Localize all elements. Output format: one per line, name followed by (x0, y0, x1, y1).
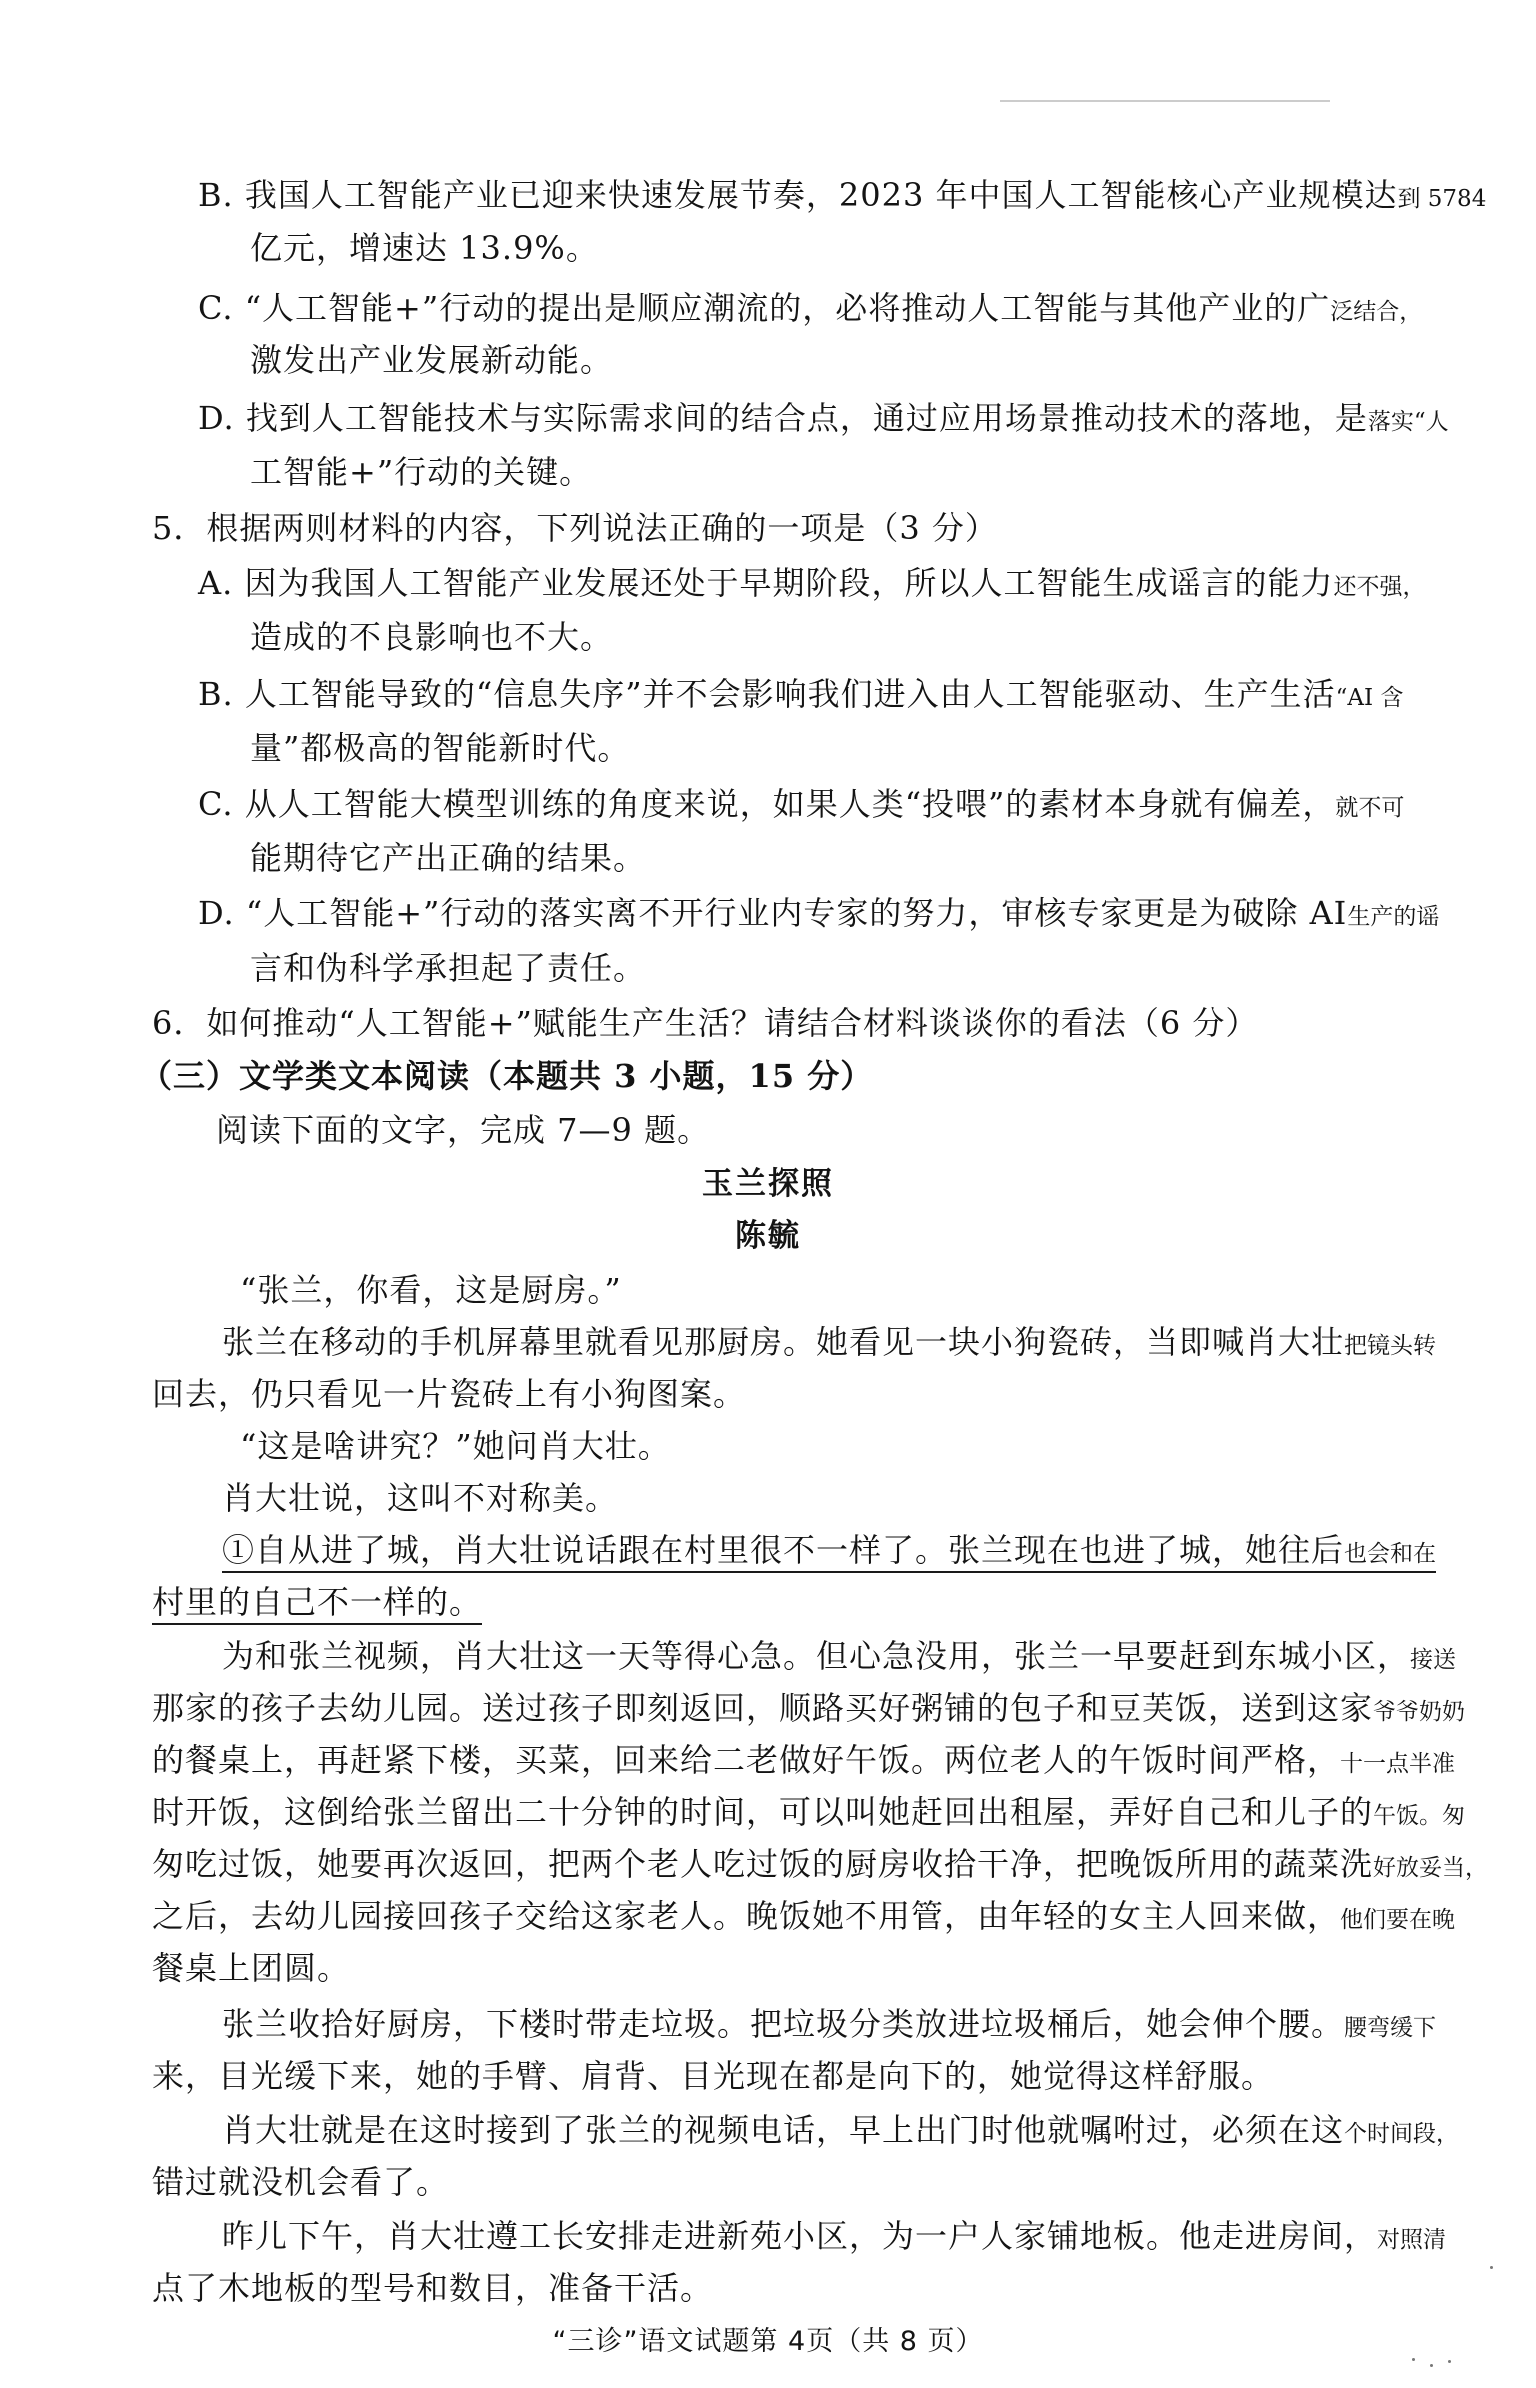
q5-option-b-line1: B. 人工智能导致的“信息失序”并不会影响我们进入由人工智能驱动、生产生活“AI 含 (198, 675, 1404, 713)
story-author: 陈毓 (735, 1218, 801, 1254)
story-paragraph: 肖大壮就是在这时接到了张兰的视频电话，早上出门时他就嘱咐过，必须在这个时间段， (222, 2111, 1460, 2149)
story-paragraph: 为和张兰视频，肖大壮这一天等得心急。但心急没用，张兰一早要赶到东城小区，接送 (222, 1637, 1457, 1675)
story-paragraph-cont: 之后，去幼儿园接回孩子交给这家老人。晚饭她不用管，由年轻的女主人回来做，他们要在晚 (152, 1897, 1456, 1935)
scan-speck (1430, 2364, 1433, 2367)
story-paragraph-cont: 那家的孩子去幼儿园。送过孩子即刻返回，顺路买好粥铺的包子和豆芙饭，送到这家爷爷奶奶 (152, 1689, 1466, 1727)
q5-stem: 5．根据两则材料的内容，下列说法正确的一项是（3 分） (152, 509, 998, 547)
q4-option-b-line1: B. 我国人工智能产业已迎来快速发展节奏，2023 年中国人工智能核心产业规模达到 5784 (198, 176, 1487, 214)
story-paragraph: “张兰，你看，这是厨房。” (240, 1271, 622, 1309)
story-paragraph: 张兰在移动的手机屏幕里就看见那厨房。她看见一块小狗瓷砖，当即喊肖大壮把镜头转 (222, 1323, 1437, 1361)
q5-option-d-line1: D. “人工智能+”行动的落实离不开行业内专家的努力，审核专家更是为破除 AI生产的谣 (198, 894, 1440, 932)
story-paragraph-cont: 时开饭，这倒给张兰留出二十分钟的时间，可以叫她赶回出租屋，弄好自己和儿子的午饭。匆 (152, 1793, 1466, 1831)
story-paragraph: 张兰收拾好厨房，下楼时带走垃圾。把垃圾分类放进垃圾桶后，她会伸个腰。腰弯缓下 (222, 2005, 1437, 2043)
section3-instruction: 阅读下面的文字，完成 7—9 题。 (216, 1111, 711, 1149)
story-paragraph-cont: 来，目光缓下来，她的手臂、肩背、目光现在都是向下的，她觉得这样舒服。 (152, 2057, 1275, 2095)
q4-option-d-line1: D. 找到人工智能技术与实际需求间的结合点，通过应用场景推动技术的落地，是落实“人 (198, 399, 1449, 437)
q5-option-a-line1: A. 因为我国人工智能产业发展还处于早期阶段，所以人工智能生成谣言的能力还不强， (198, 564, 1426, 602)
q5-option-d-line2: 言和伪科学承担起了责任。 (250, 949, 647, 987)
scan-artifact-top (1000, 100, 1330, 102)
section3-heading: （三）文学类文本阅读（本题共 3 小题，15 分） (140, 1057, 874, 1095)
story-paragraph-cont: 错过就没机会看了。 (152, 2163, 450, 2201)
q5-option-b-line2: 量”都极高的智能新时代。 (250, 729, 631, 767)
q4-option-c-line2: 激发出产业发展新动能。 (250, 341, 614, 379)
q5-option-c-line1: C. 从人工智能大模型训练的角度来说，如果人类“投喂”的素材本身就有偏差，就不可 (198, 785, 1405, 823)
story-underlined-sentence: ①自从进了城，肖大壮说话跟在村里很不一样了。张兰现在也进了城，她往后也会和在 (222, 1530, 1436, 1574)
story-title: 玉兰探照 (702, 1166, 834, 1202)
story-paragraph-cont: 餐桌上团圆。 (152, 1949, 351, 1987)
story-paragraph-cont: 的餐桌上，再赶紧下楼，买菜，回来给二老做好午饭。两位老人的午饭时间严格，十一点半准 (152, 1741, 1456, 1779)
story-underlined-sentence-cont: 村里的自己不一样的。 (152, 1582, 482, 1622)
story-paragraph-cont: 回去，仍只看见一片瓷砖上有小狗图案。 (152, 1375, 747, 1413)
story-paragraph: 昨儿下午，肖大壮遵工长安排走进新苑小区，为一户人家铺地板。他走进房间，对照清 (222, 2217, 1447, 2255)
q4-option-d-line2: 工智能+”行动的关键。 (250, 453, 593, 491)
story-paragraph-cont: 点了木地板的型号和数目，准备干活。 (152, 2269, 714, 2307)
q4-option-c-line1: C. “人工智能+”行动的提出是顺应潮流的，必将推动人工智能与其他产业的广泛结合， (198, 289, 1423, 327)
q4-option-b-line2: 亿元，增速达 13.9%。 (250, 229, 599, 267)
q5-option-a-line2: 造成的不良影响也不大。 (250, 618, 614, 656)
story-paragraph: “这是啥讲究？”她问肖大壮。 (240, 1427, 671, 1465)
q5-option-c-line2: 能期待它产出正确的结果。 (250, 839, 647, 877)
story-paragraph: 肖大壮说，这叫不对称美。 (222, 1479, 619, 1517)
page-footer: “三诊”语文试题第 4页（共 8 页） (552, 2326, 984, 2357)
scan-speck (1490, 2266, 1493, 2269)
scan-speck (1448, 2360, 1451, 2363)
q6-stem: 6．如何推动“人工智能+”赋能生产生活？请结合材料谈谈你的看法（6 分） (152, 1004, 1259, 1042)
scan-speck (1412, 2358, 1415, 2361)
story-paragraph-cont: 匆吃过饭，她要再次返回，把两个老人吃过饭的厨房收拾干净，把晚饭所用的蔬菜洗好放妥当， (152, 1845, 1489, 1883)
